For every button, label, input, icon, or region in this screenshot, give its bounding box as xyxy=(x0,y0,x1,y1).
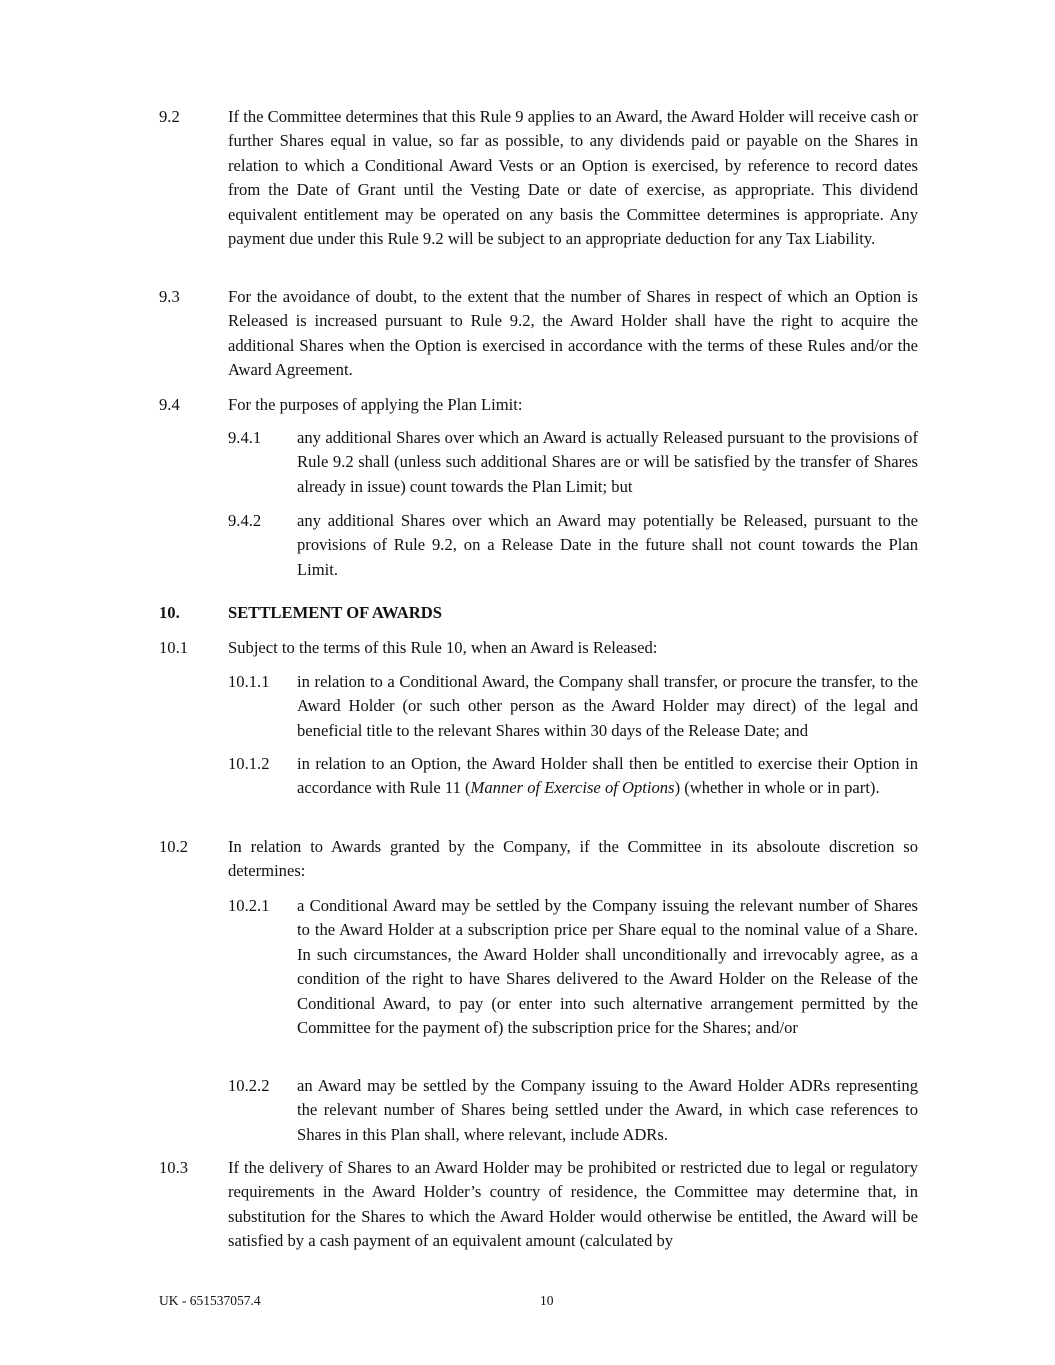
clause-number: 10.2.1 xyxy=(228,896,270,915)
clause-text-italic: Manner of Exercise of Options xyxy=(470,778,675,798)
clause-text: If the Committee determines that this Rule 9 applies to an Award, the Award Holder will receive cash or further Shares equal in value, so far as possible, to any dividends paid or payable on the Shares in relation to which a Conditional Award Vests or an Option is exercised, by reference to record dates from the Date of Grant until the Vesting Date or date of exercise, as appropriate. This dividend equivalent entitlement may be operated on any basis the Committee determines is appropriate. Any payment due under this Rule 9.2 will be subject to an appropriate deduction for any Tax Liability. xyxy=(228,107,918,249)
clause-number: 9.4.1 xyxy=(228,428,262,447)
clause-text-part: in relation to an Option, the Award Holder shall then be entitled to exercise their Option in accordance with Rule 11 ( xyxy=(297,754,918,798)
clause-number: 9.4 xyxy=(159,395,180,414)
clause-number: 10.1.1 xyxy=(228,672,270,691)
clause-number: 10.1.2 xyxy=(228,754,270,773)
clause-text-part: ) (whether in whole or in part). xyxy=(674,778,880,798)
clause-text: For the purposes of applying the Plan Limit: xyxy=(228,395,523,414)
clause-text: any additional Shares over which an Award may potentially be Released, pursuant to the provisions of Rule 9.2, on a Release Date in the future shall not count towards the Plan Limit. xyxy=(297,511,918,579)
clause-number: 9.2 xyxy=(159,107,180,126)
clause-text xyxy=(297,752,918,801)
clause-text: Subject to the terms of this Rule 10, when an Award is Released: xyxy=(228,638,658,657)
clause-number: 10.1 xyxy=(159,638,189,657)
clause-number: 9.4.2 xyxy=(228,511,262,530)
clause-number: 9.3 xyxy=(159,287,180,306)
clause-number: 10.2 xyxy=(159,837,189,856)
clause-text: In relation to Awards granted by the Company, if the Committee in its absoloute discretion so determines: xyxy=(228,837,918,881)
section-title: SETTLEMENT OF AWARDS xyxy=(228,603,442,622)
clause-text: a Conditional Award may be settled by the Company issuing the relevant number of Shares to the Award Holder at a subscription price per Share equal to the nominal value of a Share. In such circumstances, the Award Holder shall unconditionally and irrevocably agree, as a condition of the right to have Shares delivered to the Award Holder on the Release of the Conditional Award, to pay (or enter into such alternative arrangement permitted by the Committee for the payment of) the subscription price for the Shares; and/or xyxy=(297,896,918,1038)
clause-text: For the avoidance of doubt, to the extent that the number of Shares in respect of which an Option is Released is increased pursuant to Rule 9.2, the Award Holder shall have the right to acquire the additional Shares when the Option is exercised in accordance with the terms of these Rules and/or the Award Agreement. xyxy=(228,287,918,380)
section-number: 10. xyxy=(159,603,180,622)
clause-text: an Award may be settled by the Company issuing to the Award Holder ADRs representing the relevant number of Shares being settled under the Award, in which case references to Shares in this Plan shall, where relevant, include ADRs. xyxy=(297,1076,918,1144)
document-reference: UK - 651537057.4 xyxy=(159,1293,261,1308)
clause-text: any additional Shares over which an Award is actually Released pursuant to the provisions of Rule 9.2 shall (unless such additional Shares are or will be satisfied by the transfer of Shares already in issue) count towards the Plan Limit; but xyxy=(297,428,918,496)
page-number: 10 xyxy=(540,1293,554,1308)
clause-number: 10.3 xyxy=(159,1158,189,1177)
clause-text: in relation to a Conditional Award, the Company shall transfer, or procure the transfer, to the Award Holder (or such other person as the Award Holder may direct) of the legal and beneficial title to the relevant Shares within 30 days of the Release Date; and xyxy=(297,672,918,740)
clause-text: If the delivery of Shares to an Award Holder may be prohibited or restricted due to legal or regulatory requirements in the Award Holder’s country of residence, the Committee may determine that, in substitution for the Shares to which the Award Holder would otherwise be entitled, the Award will be satisfied by a cash payment of an equivalent amount (calculated by xyxy=(228,1158,918,1251)
clause-number: 10.2.2 xyxy=(228,1076,270,1095)
